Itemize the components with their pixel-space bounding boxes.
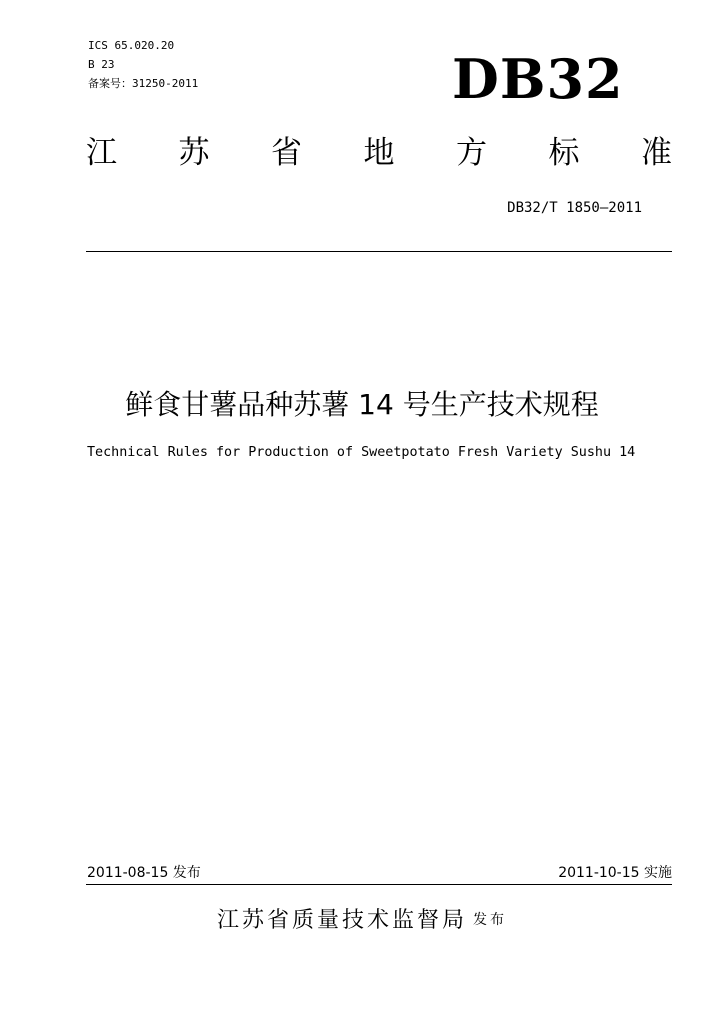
standard-type-char: 江 — [86, 135, 117, 171]
header-divider — [86, 251, 672, 252]
publisher-line — [0, 906, 724, 936]
issue-date: 2011-08-15 发布 — [87, 865, 201, 881]
ccs-code: B 23 — [88, 58, 115, 71]
standard-type-char: 地 — [363, 135, 395, 171]
classification-block — [88, 36, 198, 93]
standard-type-char: 方 — [456, 135, 487, 171]
standard-number: DB32/T 1850—2011 — [507, 200, 642, 216]
standard-type-char: 省 — [271, 135, 302, 171]
document-title-english: Technical Rules for Production of Sweetpotato Fresh Variety Sushu 14 — [87, 445, 636, 460]
standard-code-mark: DB32 — [452, 47, 624, 111]
standard-type-char: 标 — [548, 135, 580, 171]
document-title-chinese: 鲜食甘薯品种苏薯 14 号生产技术规程 — [125, 388, 599, 421]
filing-number: 备案号：31250-2011 — [88, 77, 199, 90]
footer-divider — [86, 884, 672, 885]
standard-type-char: 准 — [641, 135, 672, 171]
standard-type-char: 苏 — [178, 135, 210, 171]
publisher-name: 江苏省质量技术监督局 — [216, 908, 467, 933]
standard-type-heading — [86, 132, 672, 174]
publisher-suffix: 发布 — [473, 912, 507, 928]
implementation-date: 2011-10-15 实施 — [558, 865, 672, 881]
ics-code: ICS 65.020.20 — [88, 39, 175, 52]
